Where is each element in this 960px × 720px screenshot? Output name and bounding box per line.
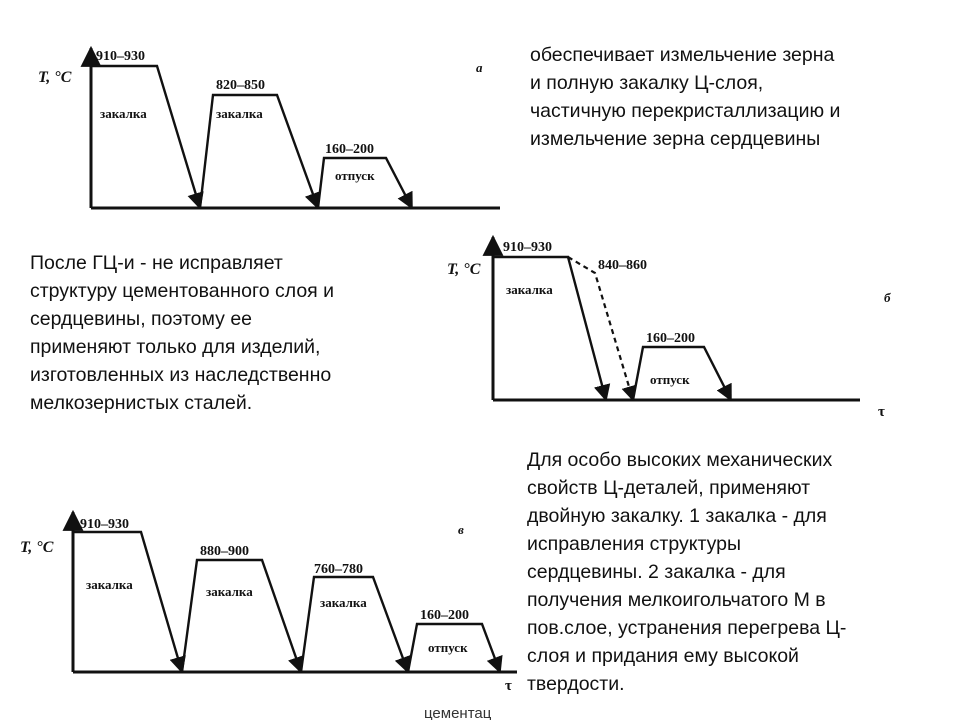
diagram-a-axis-label: T, °C xyxy=(38,69,72,86)
diagram-b xyxy=(447,237,891,420)
diagram-c-stage-3: закалка xyxy=(320,595,367,610)
diagram-a-temp-1: 910–930 xyxy=(96,49,145,64)
diagram-c-axis-label: T, °C xyxy=(20,539,54,556)
diagram-a-temp-2: 820–850 xyxy=(216,78,265,93)
diagram-a-letter: а xyxy=(476,60,483,75)
text-block-b: После ГЦ-и - не исправляет структуру цементованного слоя и сердцевины, поэтому ее применяют только для изделий, изготовленных из наследственно мелкозернистых сталей. xyxy=(30,252,335,414)
footer-fragment: цементац xyxy=(424,705,492,720)
diagram-c-stage-4: отпуск xyxy=(428,640,468,655)
text-block-a: обеспечивает измельчение зерна и полную закалку Ц-слоя, частичную перекристаллизацию и измельчение зерна сердцевины xyxy=(530,44,841,150)
diagram-c-stage-2: закалка xyxy=(206,584,253,599)
diagram-a xyxy=(38,48,500,208)
diagram-a-stage-2: закалка xyxy=(216,106,263,121)
diagram-a-stage-1: закалка xyxy=(100,106,147,121)
diagram-c-curve-1 xyxy=(74,532,182,672)
text-block-c: Для особо высоких механических свойств Ц-деталей, применяют двойную закалку. 1 закалка - для исправления структуры сердцевины. 2 закалка - для получения мелкоигольчатого М в пов.слое, устранения перегрева Ц- слоя и придания ему высокой твердости. xyxy=(527,449,847,695)
diagram-c-temp-2: 880–900 xyxy=(200,544,249,559)
diagram-b-stage-2: отпуск xyxy=(650,372,690,387)
diagram-b-temp-1: 910–930 xyxy=(503,240,552,255)
diagram-b-curve-1 xyxy=(494,257,606,400)
diagram-c-curve-2 xyxy=(182,560,301,672)
diagram-b-stage-1: закалка xyxy=(506,282,553,297)
diagram-a-curve-1 xyxy=(92,66,200,208)
diagram-c-temp-3: 760–780 xyxy=(314,562,363,577)
diagram-b-axis-label: T, °C xyxy=(447,261,481,278)
diagram-c-letter: в xyxy=(458,522,464,537)
diagram-a-temp-3: 160–200 xyxy=(325,142,374,157)
diagram-a-curve-3 xyxy=(318,158,412,208)
diagram-b-time-label: τ xyxy=(878,404,885,420)
diagram-b-temp-2: 840–860 xyxy=(598,258,647,273)
diagram-b-temp-3: 160–200 xyxy=(646,331,695,346)
diagram-b-letter: б xyxy=(884,290,891,305)
diagram-a-stage-3: отпуск xyxy=(335,168,375,183)
diagram-c-time-label: τ xyxy=(505,678,512,694)
diagram-c-curve-3 xyxy=(301,577,408,672)
diagram-c-temp-4: 160–200 xyxy=(420,608,469,623)
diagram-c xyxy=(20,512,517,694)
diagram-c-stage-1: закалка xyxy=(86,577,133,592)
diagram-c-temp-1: 910–930 xyxy=(80,517,129,532)
